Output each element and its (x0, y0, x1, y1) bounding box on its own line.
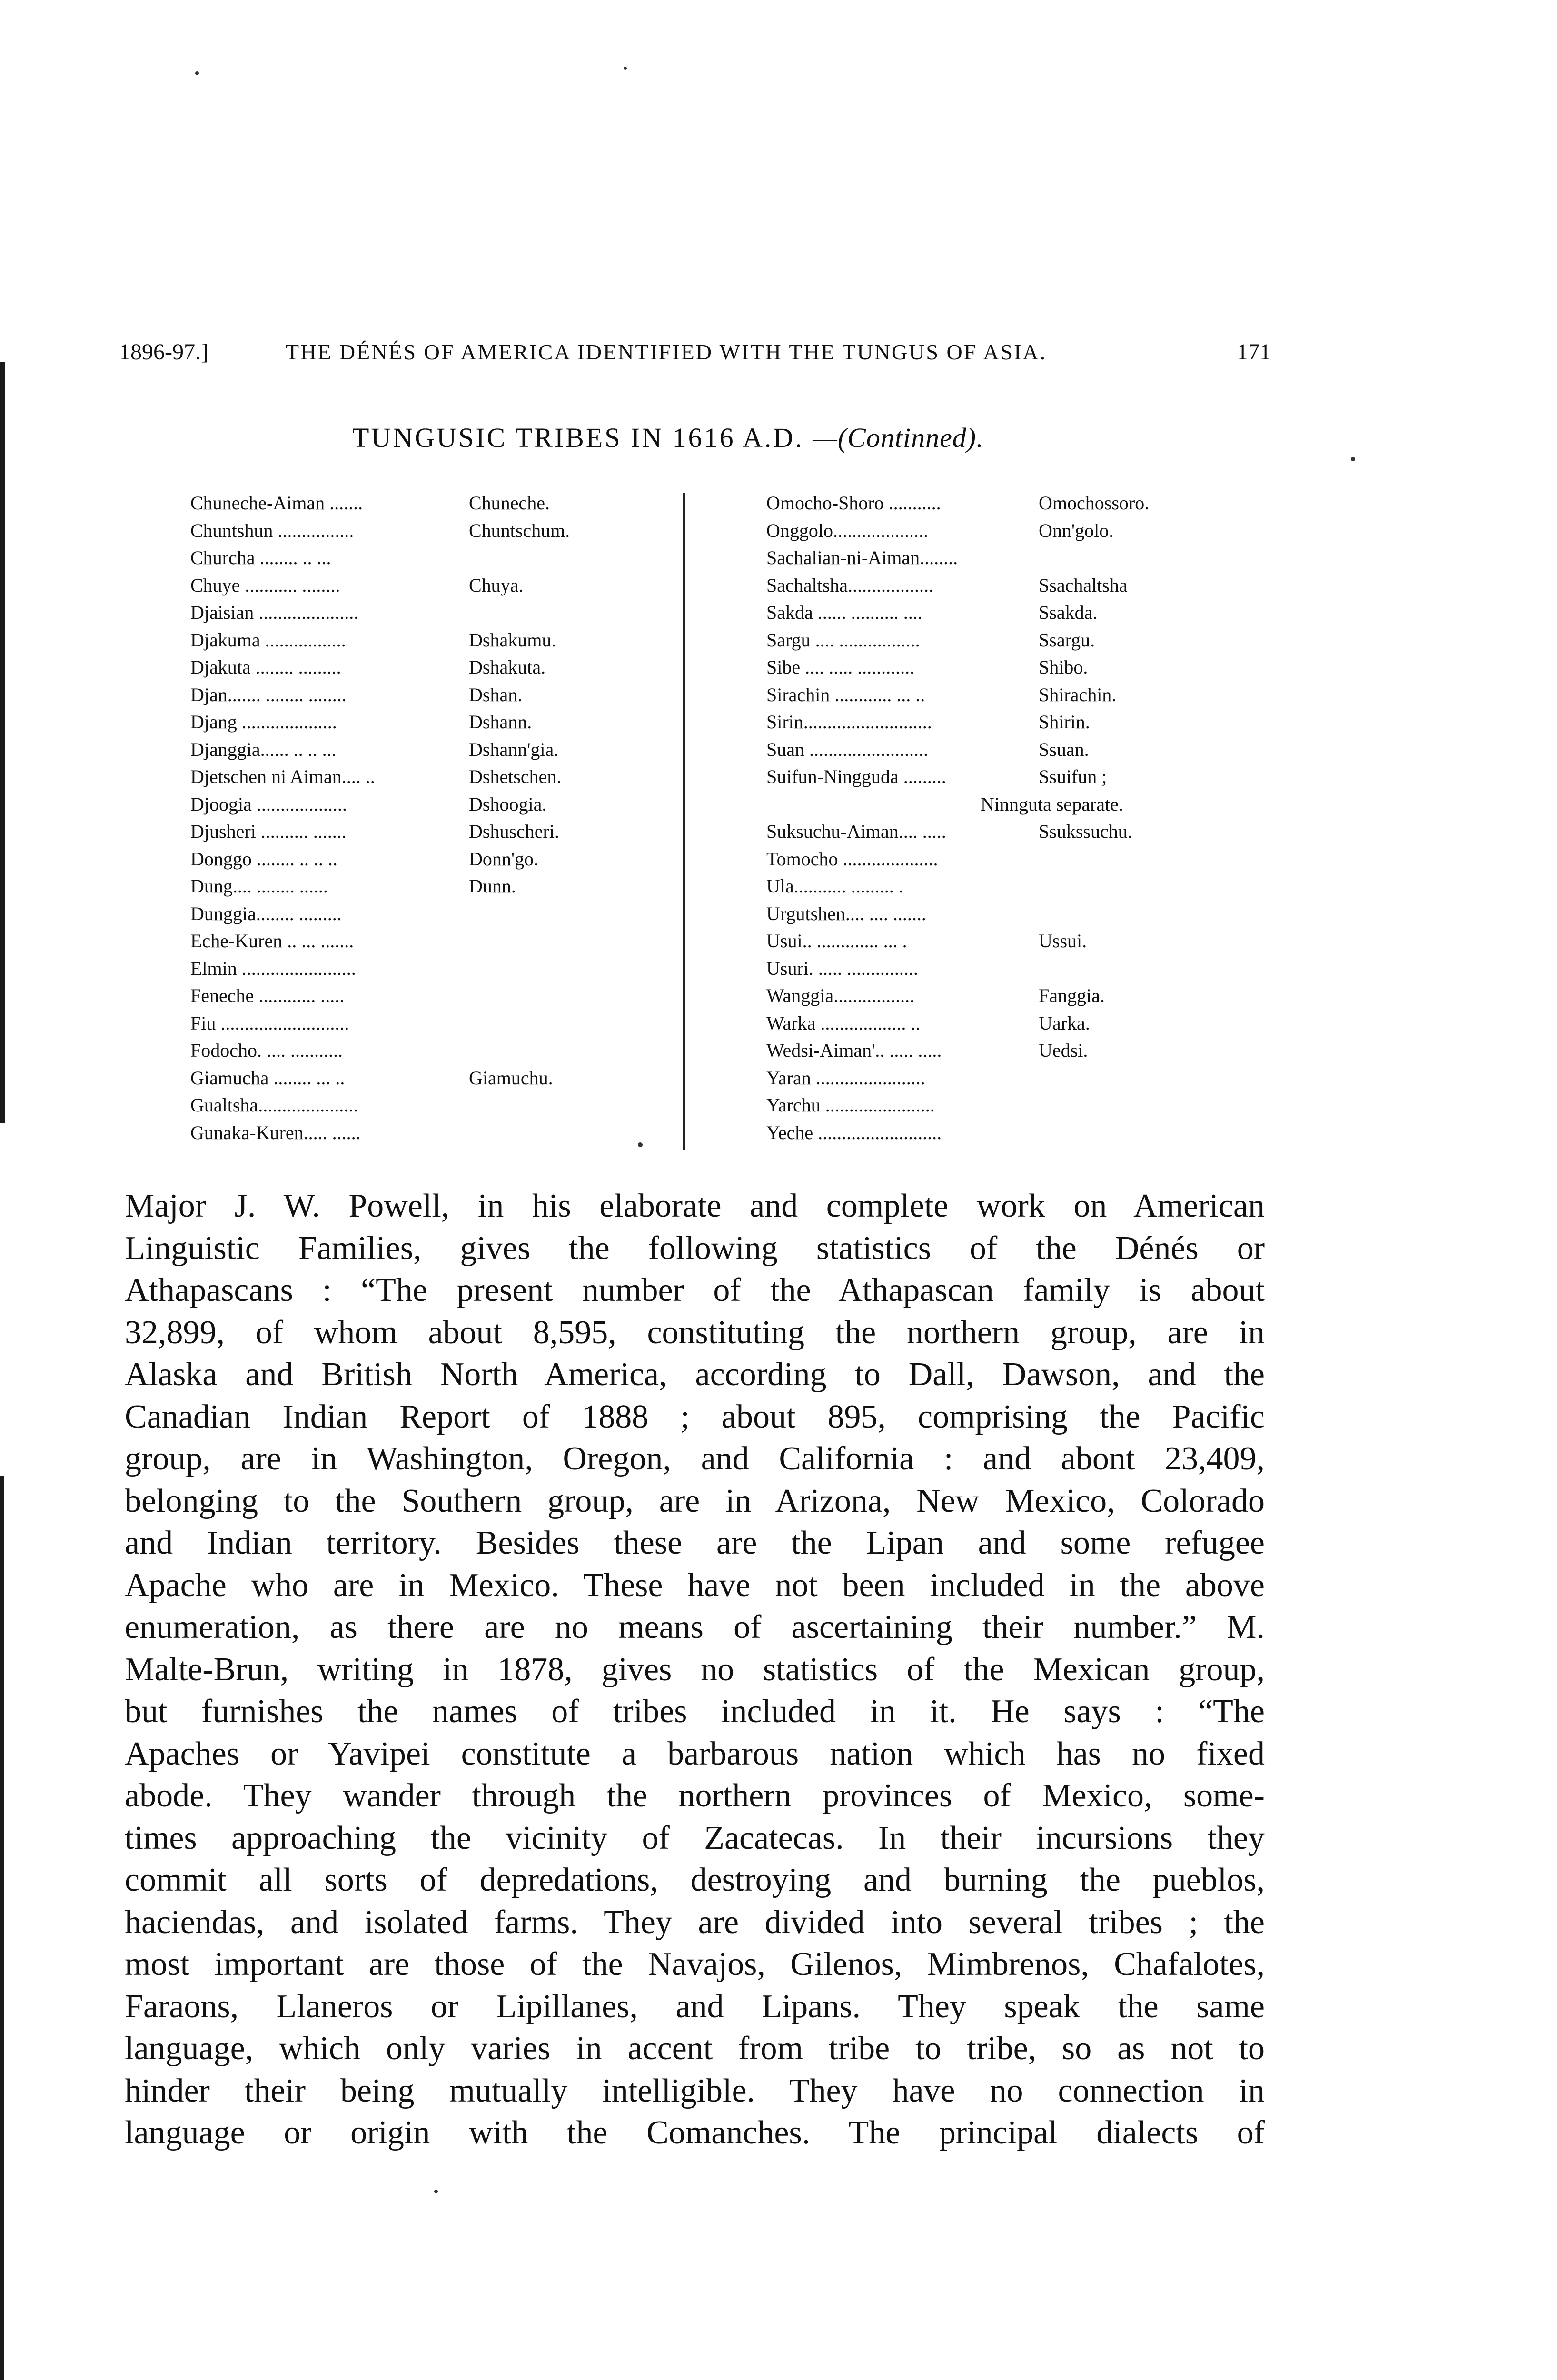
tribe-row (766, 1037, 1266, 1064)
table-title-text: TUNGUSIC TRIBES IN 1616 A.D. (352, 422, 804, 453)
tribe-column-left (190, 489, 666, 1146)
tribe-name: Djakuta ........ ......... (190, 656, 341, 678)
table-title-continued: —(Continned). (813, 422, 984, 453)
tribe-row (766, 544, 1266, 572)
body-line: haciendas, and isolated farms. They are divided into several tribes ; the (125, 1904, 1265, 1941)
body-line: times approaching the vicinity of Zacatecas. In their incursions they (125, 1819, 1265, 1856)
manchu-equivalent: Ssakda. (1039, 602, 1098, 623)
tribe-row (766, 1064, 1266, 1092)
tribe-name: Djetschen ni Aiman.... .. (190, 766, 375, 787)
manchu-equivalent: Ssuifun ; (1039, 766, 1107, 787)
tribe-name: Suifun-Ningguda ......... (766, 766, 946, 787)
tribe-name: Djaisian ..................... (190, 602, 359, 623)
tribe-row (766, 927, 1266, 955)
tribe-name: Djakuma ................. (190, 629, 346, 651)
tribe-name: Fiu ........................... (190, 1012, 349, 1034)
tribe-row (190, 982, 666, 1010)
manchu-equivalent: Dshoogia. (469, 793, 547, 815)
tribe-name: Tomocho .................... (766, 848, 938, 870)
manchu-equivalent: Uarka. (1039, 1012, 1090, 1034)
tribe-row (766, 982, 1266, 1010)
body-line: enumeration, as there are no means of ascertaining their number.” M. (125, 1609, 1265, 1646)
body-line: most important are those of the Navajos, Gilenos, Mimbrenos, Chafalotes, (125, 1946, 1265, 1983)
manchu-equivalent: Dunn. (469, 875, 516, 897)
tribe-name: Yarchu ....................... (766, 1094, 935, 1116)
tribe-row (766, 1091, 1266, 1119)
tribe-name: Gualtsha..................... (190, 1094, 358, 1116)
manchu-equivalent: Dshann'gia. (469, 738, 559, 760)
tribe-name: Yeche .......................... (766, 1121, 942, 1143)
body-line: group, are in Washington, Oregon, and California : and abont 23,409, (125, 1440, 1265, 1477)
tribe-name: Yaran ....................... (766, 1067, 925, 1089)
scan-speck (195, 71, 199, 75)
page-number: 171 (1237, 339, 1271, 365)
tribe-name: Urgutshen.... .... ....... (766, 902, 926, 924)
tribe-row (766, 654, 1266, 681)
tribe-row (190, 599, 666, 626)
tribe-row (766, 955, 1266, 982)
manchu-equivalent: Shibo. (1039, 656, 1088, 678)
tribe-row (190, 681, 666, 709)
manchu-equivalent: Ussui. (1039, 930, 1087, 952)
body-line: Athapascans : “The present number of the Athapascan family is about (125, 1272, 1265, 1309)
manchu-equivalent: Dshann. (469, 711, 532, 733)
manchu-equivalent: Onn'golo. (1039, 519, 1114, 541)
body-line: Apache who are in Mexico. These have not been included in the above (125, 1567, 1265, 1604)
tribe-name: Suan ......................... (766, 738, 928, 760)
body-line: language or origin with the Comanches. The principal dialects of (125, 2114, 1265, 2151)
body-line: hinder their being mutually intelligible. They have no connection in (125, 2072, 1265, 2109)
body-line: and Indian territory. Besides these are the Lipan and some refugee (125, 1525, 1265, 1561)
tribe-row (190, 626, 666, 654)
tribe-name: Sachalian-ni-Aiman........ (766, 547, 958, 568)
body-line: Alaska and British North America, according to Dall, Dawson, and the (125, 1356, 1265, 1393)
tribe-name: Sibe .... ..... ............ (766, 656, 915, 678)
tribe-row (190, 517, 666, 545)
body-line: 32,899, of whom about 8,595, constituting the northern group, are in (125, 1314, 1265, 1351)
tribe-name: Giamucha ........ ... .. (190, 1067, 345, 1089)
binding-edge-lower (0, 1476, 4, 2380)
tribe-row (190, 544, 666, 572)
tribe-row (766, 818, 1266, 845)
manchu-equivalent: Shirin. (1039, 711, 1090, 733)
tribe-row (190, 736, 666, 764)
tribe-name: Usui.. ............. ... . (766, 930, 907, 952)
tribe-row (190, 1010, 666, 1037)
tribe-row (766, 1010, 1266, 1037)
tribe-row (190, 763, 666, 791)
body-line: Major J. W. Powell, in his elaborate and complete work on American (125, 1188, 1265, 1224)
tribe-name: Sachaltsha.................. (766, 574, 934, 596)
tribe-column-right (766, 489, 1266, 1146)
body-line: language, which only varies in accent from tribe to tribe, so as not to (125, 2030, 1265, 2067)
header-years: 1896-97.] (119, 339, 208, 365)
tribe-row (190, 927, 666, 955)
tribe-name: Djang .................... (190, 711, 337, 733)
tribe-row (766, 599, 1266, 626)
tribe-row (190, 1064, 666, 1092)
tribe-row (766, 572, 1266, 599)
body-line: abode. They wander through the northern provinces of Mexico, some- (125, 1777, 1265, 1814)
manchu-equivalent: Donn'go. (469, 848, 539, 870)
scan-speck (638, 1142, 643, 1147)
body-line: belonging to the Southern group, are in Arizona, New Mexico, Colorado (125, 1482, 1265, 1519)
tribe-name: Wedsi-Aiman'.. ..... ..... (766, 1040, 942, 1061)
manchu-equivalent: Shirachin. (1039, 684, 1117, 705)
tribe-name: Omocho-Shoro ........... (766, 492, 941, 514)
tribe-name: Feneche ............ ..... (190, 985, 345, 1006)
manchu-equivalent: Dshuscheri. (469, 821, 559, 842)
tribe-row (190, 489, 666, 517)
tribe-name: Chuneche-Aiman ....... (190, 492, 363, 514)
tribe-row (190, 654, 666, 681)
tribe-row (766, 791, 1266, 818)
scan-speck (434, 2190, 438, 2193)
tribe-row (766, 845, 1266, 873)
tribe-row (190, 572, 666, 599)
body-line: but furnishes the names of tribes included in it. He says : “The (125, 1693, 1265, 1730)
tribe-row (766, 626, 1266, 654)
tribe-row (190, 1119, 666, 1147)
running-header (119, 333, 1271, 371)
manchu-equivalent: Giamuchu. (469, 1067, 553, 1089)
tribe-name: Sargu .... ................. (766, 629, 920, 651)
body-line: Malte-Brun, writing in 1878, gives no statistics of the Mexican group, (125, 1651, 1265, 1688)
tribe-row (190, 818, 666, 845)
body-line: Linguistic Families, gives the following statistics of the Dénés or (125, 1230, 1265, 1267)
body-line: Apaches or Yavipei constitute a barbarous nation which has no fixed (125, 1735, 1265, 1772)
tribe-name: Elmin ........................ (190, 957, 356, 979)
tribe-row (190, 1091, 666, 1119)
body-line: Faraons, Llaneros or Lipillanes, and Lipans. They speak the same (125, 1988, 1265, 2025)
manchu-equivalent: Ssuan. (1039, 738, 1089, 760)
manchu-equivalent: Ssachaltsha (1039, 574, 1128, 596)
tribe-name: Dung.... ........ ...... (190, 875, 328, 897)
manchu-equivalent: Chuntschum. (469, 519, 570, 541)
manchu-equivalent: Dshakumu. (469, 629, 556, 651)
body-line: commit all sorts of depredations, destroying and burning the pueblos, (125, 1862, 1265, 1898)
tribe-row (766, 517, 1266, 545)
tribe-row (766, 708, 1266, 736)
manchu-equivalent: Chuneche. (469, 492, 550, 514)
tribe-row (766, 681, 1266, 709)
tribe-row (190, 900, 666, 928)
tribe-name: Sirachin ............ ... .. (766, 684, 925, 705)
manchu-equivalent: Dshetschen. (469, 766, 562, 787)
tribe-name: Gunaka-Kuren..... ...... (190, 1121, 361, 1143)
tribe-name: Suksuchu-Aiman.... ..... (766, 821, 946, 842)
tribe-name: Donggo ........ .. .. .. (190, 848, 337, 870)
tribe-name: Chuntshun ................ (190, 519, 354, 541)
manchu-equivalent: Ssargu. (1039, 629, 1095, 651)
tribe-name: Sirin........................... (766, 711, 932, 733)
tribe-row (766, 736, 1266, 764)
tribe-name: Djoogia ................... (190, 793, 347, 815)
tribe-row (766, 489, 1266, 517)
tribe-name: Djusheri .......... ....... (190, 821, 347, 842)
body-line: Canadian Indian Report of 1888 ; about 895, comprising the Pacific (125, 1398, 1265, 1435)
tribe-name: Djan....... ........ ........ (190, 684, 347, 705)
tribe-name: Eche-Kuren .. ... ....... (190, 930, 354, 952)
manchu-equivalent: Dshakuta. (469, 656, 546, 678)
tribe-row (766, 873, 1266, 900)
tribe-name: Warka .................. .. (766, 1012, 921, 1034)
binding-edge-upper (0, 362, 5, 1123)
manchu-equivalent: Dshan. (469, 684, 523, 705)
tribe-row (766, 1119, 1266, 1147)
manchu-equivalent: Chuya. (469, 574, 524, 596)
manchu-equivalent: Ssukssuchu. (1039, 821, 1132, 842)
tribe-name: Churcha ........ .. ... (190, 547, 331, 568)
column-divider (683, 493, 685, 1150)
tribe-row (190, 955, 666, 982)
header-title: THE DÉNÉS OF AMERICA IDENTIFIED WITH THE TUNGUS OF ASIA. (286, 340, 1047, 364)
tribe-row (190, 708, 666, 736)
body-paragraph (125, 1185, 1265, 2154)
tribe-name: Sakda ...... .......... .... (766, 602, 922, 623)
manchu-equivalent: Uedsi. (1039, 1040, 1088, 1061)
tribe-name: Fodocho. .... ........... (190, 1040, 343, 1061)
scan-speck (1351, 457, 1355, 461)
tribe-name: Djanggia...... .. .. ... (190, 738, 337, 760)
tribe-name: Onggolo.................... (766, 519, 928, 541)
manchu-equivalent: Omochossoro. (1039, 492, 1150, 514)
table-title (352, 419, 1066, 457)
scan-speck (624, 67, 627, 70)
tribe-name: Chuye ........... ........ (190, 574, 340, 596)
tribe-row (190, 1037, 666, 1064)
tribe-name: Ula........... ......... . (766, 875, 903, 897)
tribe-row (190, 873, 666, 900)
tribe-row (766, 900, 1266, 928)
tribe-name: Ninnguta separate. (981, 793, 1123, 815)
tribe-row (190, 845, 666, 873)
tribe-row (766, 763, 1266, 791)
tribe-name: Usuri. ..... ............... (766, 957, 918, 979)
tribe-name: Dunggia........ ......... (190, 902, 342, 924)
manchu-equivalent: Fanggia. (1039, 985, 1105, 1006)
tribe-name: Wanggia................. (766, 985, 915, 1006)
tribe-row (190, 791, 666, 818)
